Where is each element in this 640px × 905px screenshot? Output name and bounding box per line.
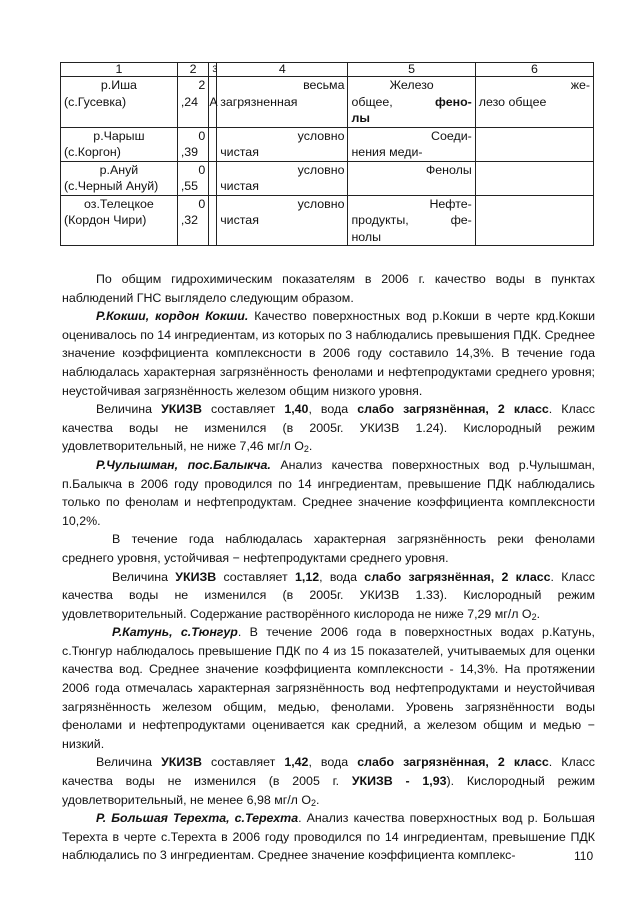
section-heading: Р.Катунь, с.Тюнгур (112, 625, 238, 640)
stable-pollutant-cell (475, 195, 593, 246)
value-cell: 2 ,24 (177, 77, 209, 128)
paragraph-katun-ukizv: Величина УКИЗВ составляет 1,42, вода слабо загрязнённая, 2 класс. Класс качества воды не изменился (в 2005 г. УКИЗВ - 1,93). Кислородный режим удовлетворительный, не менее 6,98 мг/л $О_2$. (62, 755, 595, 808)
section-heading: Р.Кокши, кордон Кокши. (96, 309, 249, 324)
table-header-row (61, 63, 594, 77)
quality-cell: условно чистая (217, 127, 348, 161)
header-cell: 4 (217, 63, 348, 77)
class-cell: А (209, 77, 217, 128)
header-cell: 1 (61, 63, 178, 77)
stable-pollutant-cell (475, 161, 593, 195)
stable-pollutant-cell: же- лезо общее (475, 77, 593, 128)
station-cell: р.Ануй (с.Черный Ануй) (61, 161, 178, 195)
paragraph-chulyshman-pollution: В течение года наблюдалась характерная загрязнённость реки фенолами среднего уровня, устойчивая − нефтепродуктами среднего уровня. (62, 532, 595, 565)
station-cell: р.Иша (с.Гусевка) (61, 77, 178, 128)
header-cell: 6 (475, 63, 593, 77)
section-heading: Р.Чулышман, пос.Балыкча. (96, 457, 271, 472)
paragraph-intro: По общим гидрохимическим показателям в 2006 г. качество воды в пунктах наблюдений ГНС выглядело следующим образом. (62, 272, 595, 305)
pollutant-cell: Нефте- продукты, фе- нолы (348, 195, 475, 246)
page-number: 110 (574, 849, 594, 863)
value-cell: 0 ,55 (177, 161, 209, 195)
paragraph-chulyshman-ukizv: Величина УКИЗВ составляет 1,12, вода слабо загрязнённая, 2 класс. Класс качества воды не изменился (в 2005г. УКИЗВ 1.33). Кислородный режим удовлетворительный. Содержание растворённого кислорода не ниже 7,29 мг/л $О_2$. (62, 569, 595, 622)
header-cell: 2 (177, 63, 209, 77)
value-cell: 0 ,39 (177, 127, 209, 161)
quality-table (60, 62, 594, 246)
station-cell: р.Чарыш (с.Коргон) (61, 127, 178, 161)
table-row (61, 127, 594, 161)
paragraph-kokshi: Р.Кокши, кордон Кокши. Качество поверхностных вод р.Кокши в черте крд.Кокши оценивалось по 14 ингредиентам, из которых по 3 наблюдались превышения ПДК. Среднее значение коэффициента комплексности в 2006 году составило 14,3%. В течение года наблюдалась характерная загрязнённость фенолами и нефтепродуктами среднего уровня; неустойчивая загрязнённость железом общим низкого уровня. (62, 309, 595, 398)
station-cell: оз.Телецкое (Кордон Чири) (61, 195, 178, 246)
table-row (61, 161, 594, 195)
value-cell: 0 ,32 (177, 195, 209, 246)
quality-cell: условно чистая (217, 161, 348, 195)
header-cell: 5 (348, 63, 475, 77)
table-row (61, 195, 594, 246)
pollutant-cell: Соеди- нения меди- (348, 127, 475, 161)
pollutant-cell: Железо общее, фено- лы (348, 77, 475, 128)
class-cell (209, 127, 217, 161)
class-cell (209, 195, 217, 246)
paragraph-chulyshman: Р.Чулышман, пос.Балыкча. Анализ качества поверхностных вод р.Чулышман, п.Балыкча в 2006 году проводился по 14 ингредиентам, превышение ПДК наблюдались только по фенолам и нефтепродуктам. Среднее значение коэффициента комплексности 10,2%. (62, 457, 595, 528)
quality-cell: условно чистая (217, 195, 348, 246)
paragraph-kokshi-ukizv: Величина УКИЗВ составляет 1,40, вода слабо загрязнённая, 2 класс. Класс качества воды не изменился (в 2005г. УКИЗВ 1.24). Кислородный режим удовлетворительный, не ниже 7,46 мг/л $О_2$. (62, 402, 595, 455)
pollutant-cell: Фенолы (348, 161, 475, 195)
section-heading: Р. Большая Терехта, с.Терехта (96, 811, 299, 826)
paragraph-katun: Р.Катунь, с.Тюнгур. В течение 2006 года в поверхностных водах р.Катунь, с.Тюнгур наблюдалось превышение ПДК по 4 из 15 показателей, учитываемых для оценки качества вод. Среднее значение коэффициента комплексности - 14,3%. На протяжении 2006 года отмечалась характерная загрязнённость вод нефтепродуктами и неустойчивая загрязнённость железом общим, медью, фенолами. Уровень загрязнённости воды фенолами и нефтепродуктами оценивается как средний, а железом общим и медью − низкий. (62, 625, 595, 751)
header-cell: 3 (209, 63, 217, 77)
table-row (61, 77, 594, 128)
class-cell (209, 161, 217, 195)
paragraph-bolshaya-terekhta: Р. Большая Терехта, с.Терехта. Анализ качества поверхностных вод р. Большая Терехта в черте с.Терехта в 2006 году проводился по 14 ингредиентам, превышение ПДК наблюдались по 3 ингредиентам. Среднее значение коэффициента комплекс- (62, 811, 596, 863)
quality-cell: весьма загрязненная (217, 77, 348, 128)
stable-pollutant-cell (475, 127, 593, 161)
body-text (62, 270, 595, 865)
